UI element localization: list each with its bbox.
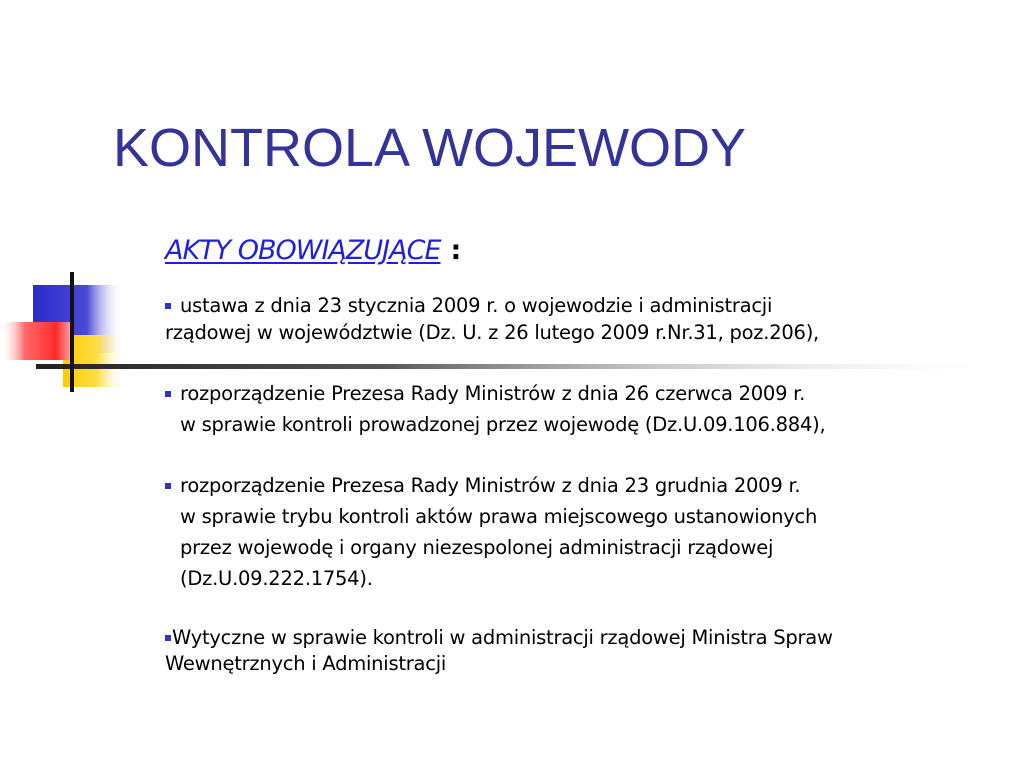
- bullet-item-rozporzadzenie-czerwiec: [165, 378, 825, 440]
- bullet-line: w sprawie kontroli prowadzonej przez wojewodę (Dz.U.09.106.884),: [180, 413, 826, 436]
- slide-title: KONTROLA WOJEWODY: [113, 118, 747, 178]
- bullet-text: rozporządzenie Prezesa Rady Ministrów z dnia 26 czerwca 2009 r.: [180, 382, 806, 405]
- bullet-item-ustawa: [165, 292, 819, 346]
- bullet-line: (Dz.U.09.222.1754).: [180, 567, 373, 590]
- square-bullet-icon: [165, 483, 171, 489]
- square-bullet-icon: [165, 303, 171, 309]
- bullet-line: przez wojewodę i organy niezespolonej administracji rządowej: [180, 536, 774, 559]
- subtitle-link[interactable]: AKTY OBOWIĄZUJĄCE: [165, 235, 441, 266]
- bullet-text: rozporządzenie Prezesa Rady Ministrów z dnia 23 grudnia 2009 r.: [180, 474, 801, 497]
- bullet-item-wytyczne: [165, 625, 833, 677]
- horizontal-rule: [36, 364, 1024, 369]
- subtitle-colon: :: [450, 235, 462, 266]
- square-bullet-icon: [165, 391, 171, 397]
- bullet-line: Wewnętrznych i Administracji: [165, 652, 447, 675]
- bullet-line: [165, 378, 825, 409]
- bullet-line: w sprawie trybu kontroli aktów prawa miejscowego ustanowionych: [180, 505, 818, 528]
- subtitle: [165, 233, 461, 269]
- square-bullet-icon: [165, 635, 171, 641]
- bullet-text: Wytyczne w sprawie kontroli w administracji rządowej Ministra Spraw: [172, 626, 833, 649]
- bullet-item-rozporzadzenie-grudzien: [165, 470, 817, 594]
- bullet-line: [165, 292, 819, 319]
- red-square: [0, 322, 70, 360]
- vertical-rule: [70, 272, 74, 392]
- bullet-text: ustawa z dnia 23 stycznia 2009 r. o wojewodzie i administracji: [180, 294, 773, 317]
- bullet-line: rządowej w województwie (Dz. U. z 26 lutego 2009 r.Nr.31, poz.206),: [165, 321, 820, 344]
- bullet-line: [165, 470, 817, 501]
- bullet-line: [165, 625, 833, 651]
